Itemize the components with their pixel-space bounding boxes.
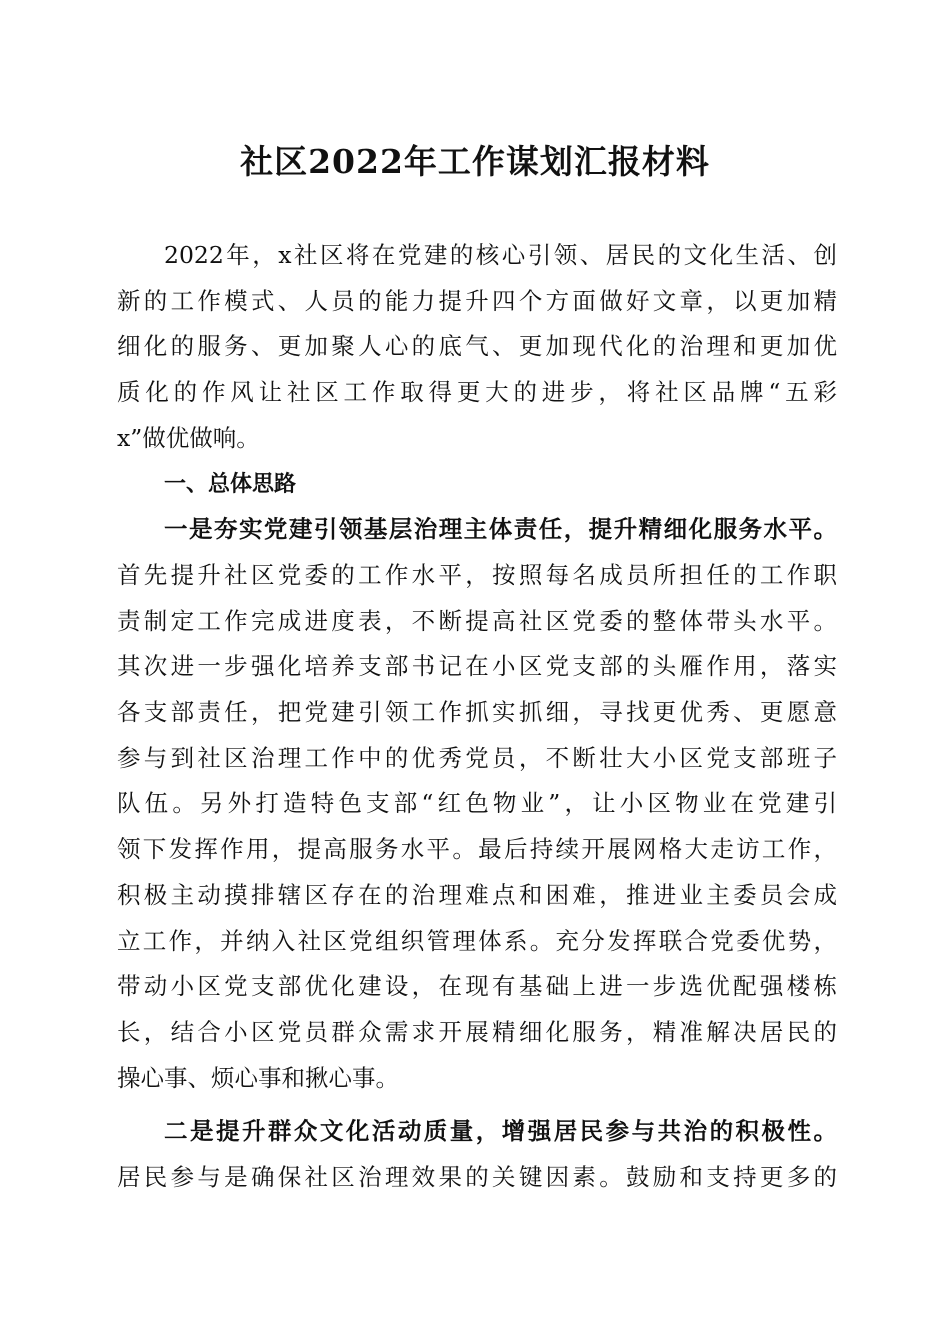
point1-line: 带动小区党支部优化建设，在现有基础上进一步选优配强楼栋 xyxy=(117,972,837,1001)
point1-line: 参与到社区治理工作中的优秀党员，不断壮大小区党支部班子 xyxy=(117,743,837,772)
point1-line: 责制定工作完成进度表，不断提高社区党委的整体带头水平。 xyxy=(117,606,837,635)
point1-line: 操心事、烦心事和揪心事。 xyxy=(117,1063,399,1092)
section-heading: 一、总体思路 xyxy=(164,471,297,497)
document-body xyxy=(117,233,837,1201)
intro-line: 2022年，x社区将在党建的核心引领、居民的文化生活、创 xyxy=(164,241,837,269)
point2-lead: 二是提升群众文化活动质量，增强居民参与共治的积极性。 xyxy=(164,1117,837,1146)
point1-line: 领下发挥作用，提高服务水平。最后持续开展网格大走访工作， xyxy=(117,835,837,864)
intro-line: 细化的服务、更加聚人心的底气、更加现代化的治理和更加优 xyxy=(117,332,837,361)
point1-line: 各支部责任，把党建引领工作抓实抓细，寻找更优秀、更愿意 xyxy=(117,698,837,727)
document-title: 社区2022年工作谋划汇报材料 xyxy=(240,142,710,181)
point2-line: 居民参与是确保社区治理效果的关键因素。鼓励和支持更多的 xyxy=(117,1163,837,1192)
intro-line: 质化的作风让社区工作取得更大的进步，将社区品牌“五彩 xyxy=(117,378,837,407)
point1-line: 首先提升社区党委的工作水平，按照每名成员所担任的工作职 xyxy=(117,560,837,589)
intro-line: 新的工作模式、人员的能力提升四个方面做好文章，以更加精 xyxy=(117,286,837,315)
point1-line: 立工作，并纳入社区党组织管理体系。充分发挥联合党委优势， xyxy=(117,926,837,955)
point1-line: 积极主动摸排辖区存在的治理难点和困难，推进业主委员会成 xyxy=(117,880,837,909)
point1-line: 其次进一步强化培养支部书记在小区党支部的头雁作用，落实 xyxy=(117,652,837,681)
point1-line: 长，结合小区党员群众需求开展精细化服务，精准解决居民的 xyxy=(117,1017,837,1046)
intro-line: x”做优做响。 xyxy=(117,423,260,452)
point1-line: 队伍。另外打造特色支部“红色物业”，让小区物业在党建引 xyxy=(117,789,837,818)
point1-lead: 一是夯实党建引领基层治理主体责任，提升精细化服务水平。 xyxy=(164,515,837,544)
